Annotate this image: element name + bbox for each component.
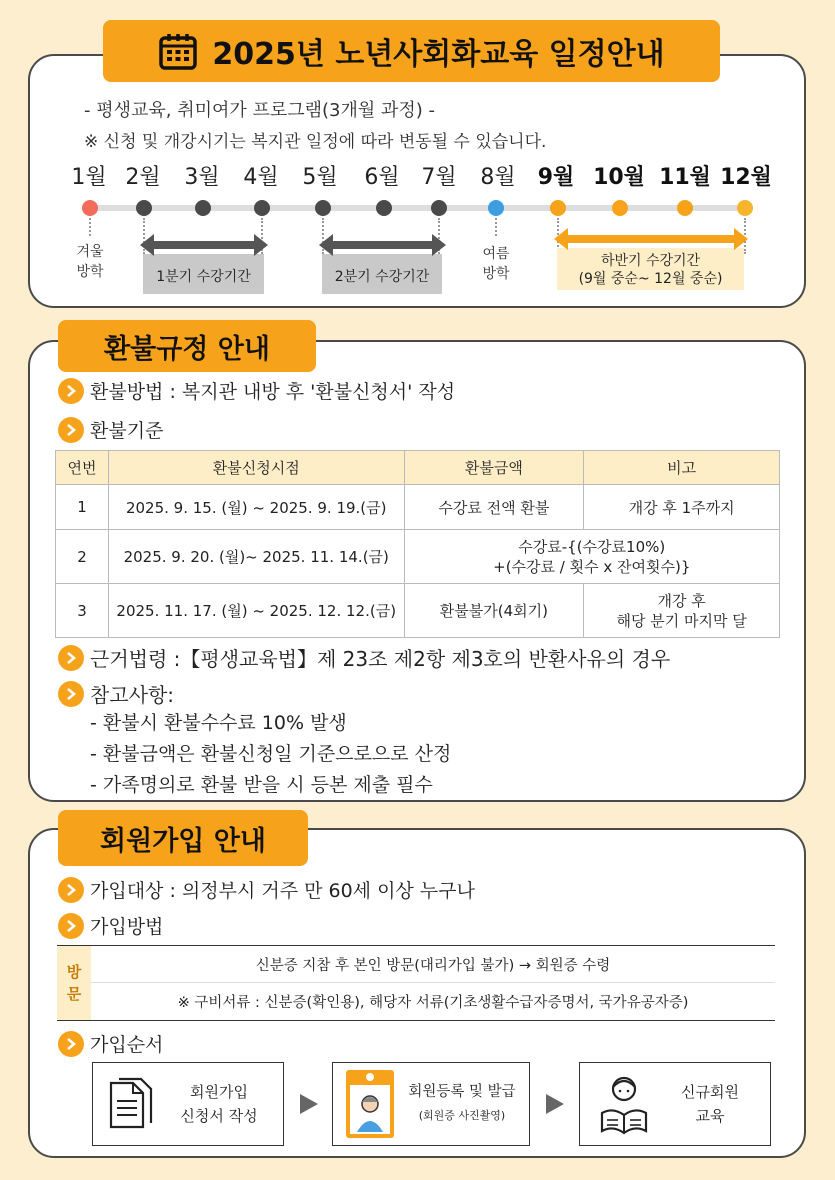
member-target: 가입대상 : 의정부시 거주 만 60세 이상 누구나 [90, 880, 475, 902]
schedule-title: 2025년 노년사회화교육 일정안내 [212, 37, 665, 72]
list-item: - 가족명의로 환불 받을 시 등본 제출 필수 [90, 774, 433, 796]
list-item: - 환불시 환불수수료 10% 발생 [90, 712, 347, 734]
timeline-dot [254, 200, 270, 216]
chevron-right-icon [58, 1031, 84, 1057]
chevron-right-icon [58, 681, 84, 707]
month-label: 4월 [243, 165, 279, 190]
refund-title-tab [58, 320, 316, 372]
document-icon [107, 1075, 155, 1133]
h2-period-box [557, 248, 744, 290]
table-cell: 2025. 11. 17. (월) ~ 2025. 12. 12.(금) [108, 584, 404, 638]
summer-break-label: 여름 방학 [482, 246, 510, 282]
refund-ref-row [58, 679, 174, 708]
step-box [332, 1062, 530, 1146]
connector-line [89, 218, 91, 236]
schedule-subtitle: - 평생교육, 취미여가 프로그램(3개월 과정) - [84, 100, 436, 121]
table-row [56, 584, 780, 638]
timeline-dot [82, 200, 98, 216]
member-method-row [58, 912, 163, 939]
table-cell: 1 [56, 485, 109, 530]
refund-method-row [58, 377, 455, 404]
q2-double-arrow [319, 232, 446, 258]
month-label: 3월 [184, 165, 220, 190]
refund-ref-list [90, 708, 451, 801]
visit-label-cell: 방 문 [57, 946, 91, 1020]
refund-ref-title: 참고사항: [90, 683, 175, 707]
refund-method: 환불방법 : 복지관 내방 후 '환불신청서' 작성 [90, 381, 456, 403]
month-label: 2월 [125, 165, 161, 190]
month-label: 9월 [537, 165, 575, 190]
q2-period-box [322, 254, 442, 294]
reading-person-icon [598, 1073, 650, 1135]
step-box [579, 1062, 771, 1146]
h2-double-arrow [554, 226, 748, 252]
refund-criteria: 환불기준 [90, 420, 164, 442]
month-label: 10월 [593, 165, 645, 190]
chevron-right-icon [58, 877, 84, 903]
step-text: 회원가입 신청서 작성 [180, 1083, 258, 1125]
timeline-dot [431, 200, 447, 216]
month-label: 6월 [364, 165, 400, 190]
step-text: 회원등록 및 발급 (회원증 사진촬영) [408, 1084, 516, 1122]
q1-period-box [143, 254, 264, 294]
table-cell: 수강료 전액 환불 [404, 485, 584, 530]
table-row [56, 530, 780, 584]
table-cell: 개강 후 1주까지 [584, 485, 780, 530]
member-order-row [58, 1030, 163, 1057]
table-header-row [56, 451, 780, 485]
refund-criteria-row [58, 416, 163, 443]
play-arrow-icon [546, 1094, 564, 1114]
chevron-right-icon [58, 645, 84, 671]
table-cell: 3 [56, 584, 109, 638]
timeline-dot [550, 200, 566, 216]
timeline-dot [612, 200, 628, 216]
member-title-tab [58, 810, 308, 866]
q2-label: 2분기 수강기간 [334, 269, 430, 285]
visit-table [57, 945, 775, 1021]
h2-range: (9월 중순~ 12월 중순) [578, 271, 723, 287]
table-row [56, 485, 780, 530]
step-box [92, 1062, 284, 1146]
month-label: 5월 [302, 165, 338, 190]
refund-law: 근거법령 :【평생교육법】제 23조 제2항 제3호의 반환사유의 경우 [90, 647, 671, 671]
month-label: 7월 [421, 165, 457, 190]
h2-label: 하반기 수강기간 [600, 253, 701, 269]
member-target-row [58, 876, 475, 903]
list-item: - 환불금액은 환불신청일 기준으로으로 산정 [90, 743, 452, 765]
timeline-bar [88, 205, 748, 211]
step-text: 신규회원 교육 [681, 1083, 739, 1125]
month-label: 12월 [720, 165, 772, 190]
id-card-icon [345, 1069, 395, 1139]
timeline-dot [195, 200, 211, 216]
timeline-dot [136, 200, 152, 216]
timeline-dot [376, 200, 392, 216]
timeline-dot [737, 200, 753, 216]
winter-break-label: 겨울 방학 [76, 244, 104, 280]
table-cell: 2025. 9. 15. (월) ~ 2025. 9. 19.(금) [108, 485, 404, 530]
timeline-dot [677, 200, 693, 216]
schedule-note: ※ 신청 및 개강시기는 복지관 일정에 따라 변동될 수 있습니다. [84, 132, 547, 152]
month-label: 8월 [480, 165, 516, 190]
chevron-right-icon [58, 913, 84, 939]
schedule-title-tab [103, 20, 720, 82]
visit-row-1: 신분증 지참 후 본인 방문(대리가입 불가) → 회원증 수령 [91, 946, 775, 983]
refund-law-row [58, 643, 670, 672]
visit-row-2: ※ 구비서류 : 신분증(확인용), 해당자 서류(기초생활수급자증명서, 국가유공자증) [177, 995, 689, 1011]
member-title: 회원가입 안내 [100, 825, 266, 857]
refund-table [55, 450, 780, 638]
play-arrow-icon [300, 1094, 318, 1114]
chevron-right-icon [58, 417, 84, 443]
table-header: 환불신청시점 [108, 451, 404, 485]
q1-double-arrow [140, 232, 268, 258]
month-label: 11월 [659, 165, 711, 190]
table-cell: 환불불가(4회기) [404, 584, 584, 638]
table-header: 환불금액 [404, 451, 584, 485]
refund-title: 환불규정 안내 [104, 333, 270, 365]
member-method-title: 가입방법 [90, 916, 164, 938]
connector-line [495, 218, 497, 236]
table-header: 연번 [56, 451, 109, 485]
month-label: 1월 [71, 165, 107, 190]
member-order-title: 가입순서 [90, 1034, 164, 1056]
calendar-icon [158, 31, 198, 71]
q1-label: 1분기 수강기간 [156, 269, 251, 285]
table-cell: 2 [56, 530, 109, 584]
table-cell: 개강 후 해당 분기 마지막 달 [584, 584, 780, 638]
table-cell: 수강료-{(수강료10%) +(수강료 / 횟수 x 잔여횟수)} [404, 530, 779, 584]
timeline-dot [488, 200, 504, 216]
table-cell: 2025. 9. 20. (월)~ 2025. 11. 14.(금) [108, 530, 404, 584]
timeline-dot [315, 200, 331, 216]
table-header: 비고 [584, 451, 780, 485]
chevron-right-icon [58, 378, 84, 404]
